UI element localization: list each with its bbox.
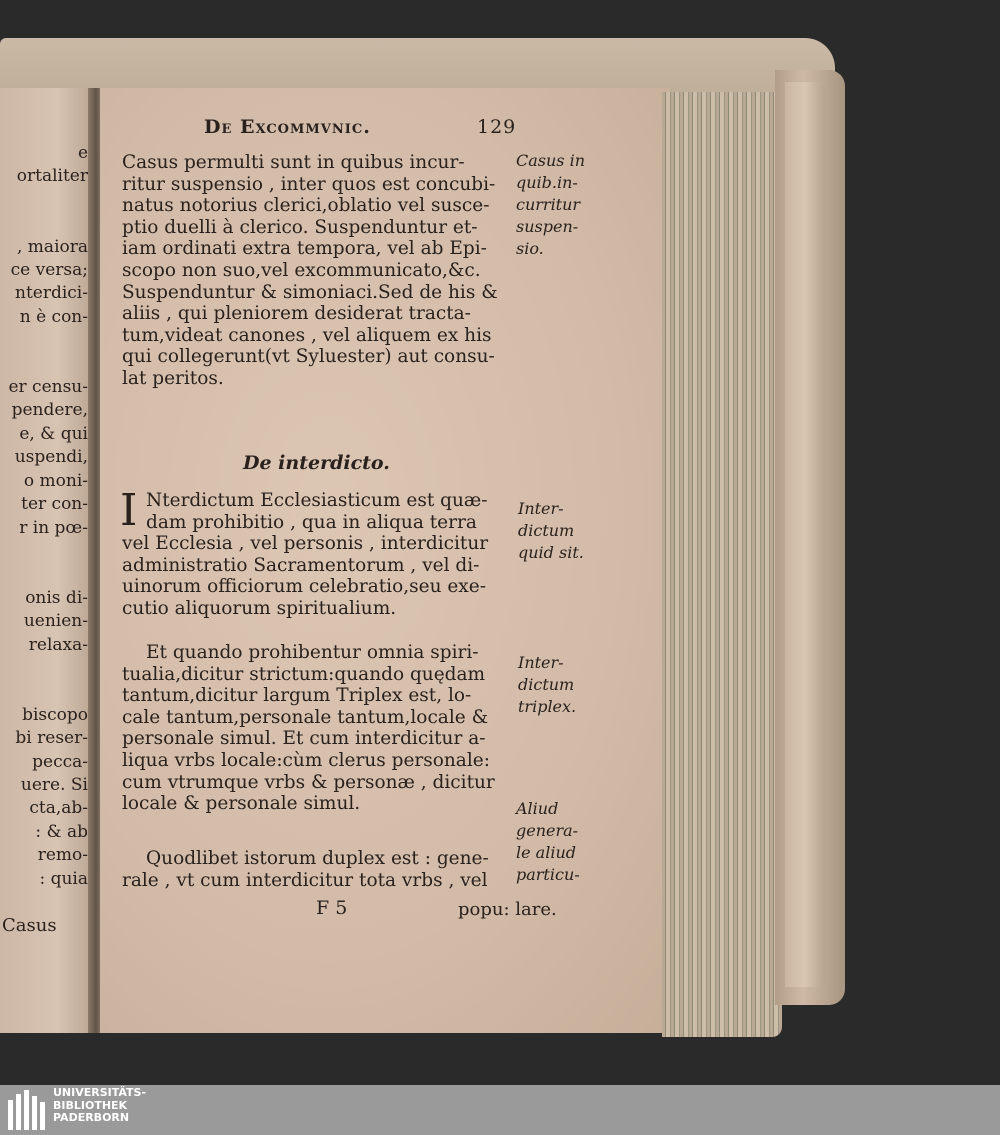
text-line: tualia,dicitur strictum:quando quędam [122, 663, 486, 685]
text-line: , maiora [17, 236, 88, 257]
text-line: Nterdictum Ecclesiasticum est quæ- [146, 490, 488, 511]
text-line [0, 212, 88, 235]
text-line: Et quando prohibentur omnia spiri- [146, 642, 479, 663]
library-logo-icon [8, 1090, 48, 1130]
text-line: er censu- [8, 377, 88, 398]
text-line: Inter- [518, 653, 564, 672]
text-line: nterdici- [15, 283, 88, 304]
paragraph-quodlibet [122, 848, 514, 891]
paragraph-interdictum [122, 490, 514, 620]
text-line: n è con- [19, 306, 88, 327]
text-line: onis di- [25, 587, 88, 608]
text-line: quib.in- [516, 173, 578, 192]
text-line: r in pœ- [19, 517, 88, 538]
book-cover-inner [785, 82, 825, 987]
text-line [0, 540, 88, 563]
text-line: pendere, [11, 400, 88, 421]
paragraph-casus [122, 152, 514, 390]
text-line [0, 353, 88, 376]
text-line: e, & qui [19, 423, 88, 444]
section-title-interdicto: De interdicto. [243, 452, 390, 474]
text-line: quid sit. [518, 543, 584, 562]
text-line: biscopo [22, 704, 88, 725]
text-line: curritur [516, 195, 581, 214]
library-name [53, 1087, 146, 1125]
text-line: dam prohibitio , qua in aliqua terra [146, 511, 477, 533]
text-line [0, 563, 88, 586]
text-line: o moni- [23, 470, 88, 491]
text-line: locale & personale simul. [122, 793, 361, 815]
text-line: uere. Si [20, 774, 88, 795]
text-line: uenien- [23, 611, 88, 632]
text-line: Casus permulti sunt in quibus incur- [122, 152, 465, 173]
text-line: cutio aliquorum spiritualium. [122, 597, 397, 619]
text-line: Casus in [516, 151, 586, 170]
text-line: natus notorius clerici,oblatio vel susce- [122, 195, 490, 217]
text-line: ortaliter [16, 166, 88, 187]
signature-mark: F 5 [316, 897, 348, 919]
text-line: dictum [518, 675, 575, 694]
text-line: qui collegerunt(vt Syluester) aut consu- [122, 346, 495, 368]
text-line: ce versa; [10, 260, 88, 281]
text-line: vel Ecclesia , vel personis , interdicitur [122, 533, 489, 555]
text-line: le aliud [516, 843, 576, 862]
text-line: ptio duelli à clerico. Suspenduntur et- [122, 216, 478, 238]
left-catchword: Casus [2, 915, 57, 936]
text-line: aliis , qui pleniorem desiderat tracta- [122, 303, 471, 325]
text-line: tantum,dicitur largum Triplex est, lo- [122, 685, 472, 707]
text-line: Quodlibet istorum duplex est : gene- [146, 848, 489, 869]
text-line: Inter- [518, 499, 564, 518]
text-line: dictum [518, 521, 575, 540]
page-number: 129 [477, 116, 517, 138]
text-line: e [77, 143, 88, 163]
text-line: iam ordinati extra tempora, vel ab Epi- [122, 238, 487, 260]
library-name-line: UNIVERSITÄTS- [53, 1086, 147, 1099]
text-line: liqua vrbs locale:cùm clerus personale: [122, 749, 490, 771]
text-line: : & ab [35, 821, 88, 842]
text-line: scopo non suo,vel excommunicato,&c. [122, 259, 481, 281]
drop-cap: I [120, 485, 138, 536]
text-line: administratio Sacramentorum , vel di- [122, 554, 480, 576]
text-line: remo- [37, 845, 88, 866]
text-line: cale tantum,personale tantum,locale & [122, 706, 489, 728]
text-line: ter con- [21, 494, 88, 515]
text-line: tum,videat canones , vel aliquem ex his [122, 324, 492, 346]
text-line: personale simul. Et cum interdicitur a- [122, 728, 486, 750]
text-line: rale , vt cum interdicitur tota vrbs , vel [122, 869, 488, 891]
margin-note-interdictum-triplex [518, 652, 576, 718]
text-line: triplex. [518, 697, 577, 716]
text-line [0, 657, 88, 680]
library-name-line: PADERBORN [53, 1111, 130, 1124]
text-line: genera- [516, 821, 579, 840]
text-line: particu- [516, 865, 580, 884]
page-stack-edge [662, 92, 782, 1037]
text-line: lat peritos. [122, 367, 224, 389]
library-name-line: BIBLIOTHEK [53, 1098, 128, 1112]
text-line: sio. [516, 239, 544, 258]
text-line: uspendi, [14, 447, 88, 468]
text-line: suspen- [516, 217, 579, 236]
text-line [0, 680, 88, 703]
margin-note-aliud [516, 798, 580, 886]
text-line [0, 189, 88, 212]
text-line [0, 329, 88, 352]
text-line: bi reser- [15, 728, 88, 749]
text-line: Suspenduntur & simoniaci.Sed de his & [122, 281, 498, 303]
text-line: cum vtrumque vrbs & personæ , dicitur [122, 771, 495, 793]
running-head-title: De Excommvnic. [204, 116, 371, 138]
left-page-text [0, 142, 88, 891]
paragraph-triplex [122, 642, 514, 815]
catchword: popu: lare. [458, 899, 557, 920]
margin-note-interdictum-quid [518, 498, 584, 564]
text-line: uinorum officiorum celebratio,seu exe- [122, 576, 486, 598]
text-line: relaxa- [28, 634, 88, 655]
margin-note-casus [516, 150, 585, 260]
text-line: pecca- [32, 751, 88, 772]
text-line: ritur suspensio , inter quos est concubi- [122, 173, 496, 195]
text-line: : quia [39, 868, 88, 889]
text-line: cta,ab- [29, 798, 88, 819]
library-footer-bar [0, 1085, 1000, 1135]
text-line: Aliud [516, 799, 559, 818]
